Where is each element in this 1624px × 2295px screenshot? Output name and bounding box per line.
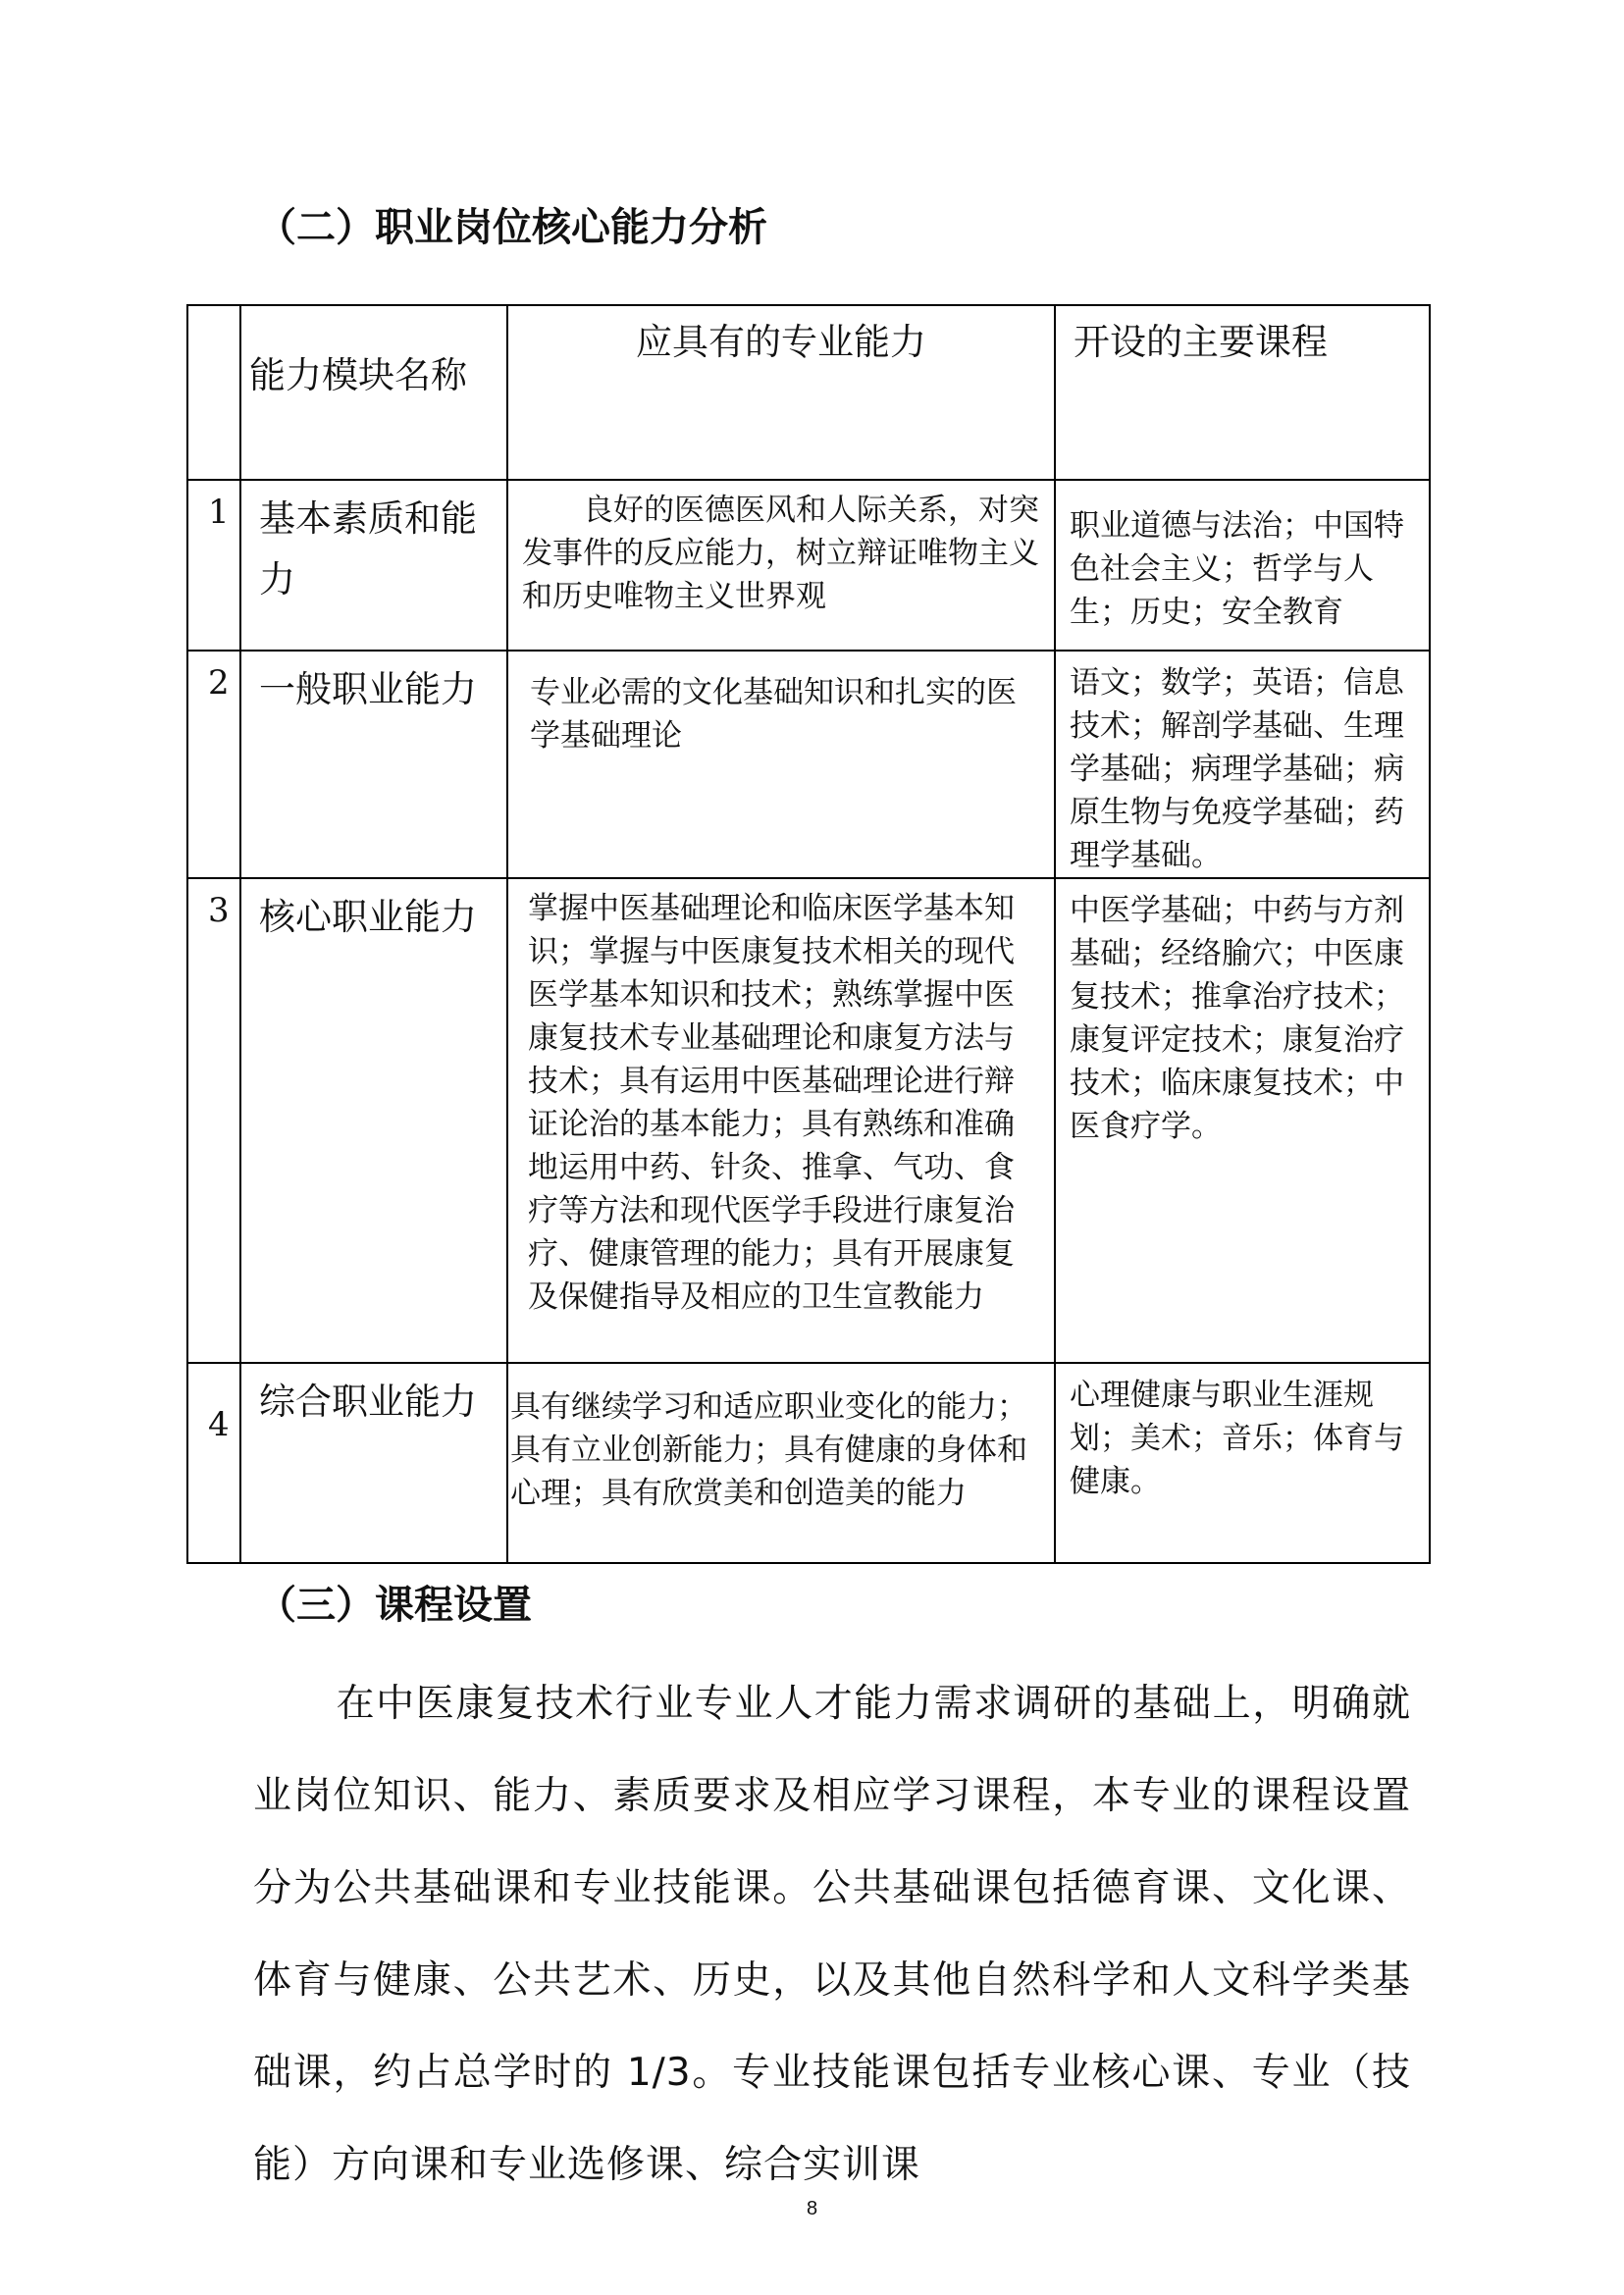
- core-ability-table: [186, 304, 1431, 1564]
- module-name: 一般职业能力: [240, 651, 507, 878]
- ability-text: [507, 480, 1055, 651]
- row-number: 3: [187, 878, 240, 1363]
- ability-text: 专业必需的文化基础知识和扎实的医学基础理论: [507, 651, 1055, 878]
- table-header-row: [187, 305, 1430, 480]
- table-row: [187, 651, 1430, 878]
- ability-text-content: 良好的医德医风和人际关系，对突发事件的反应能力，树立辩证唯物主义和历史唯物主义世界观: [522, 493, 1039, 614]
- module-name: 综合职业能力: [240, 1363, 507, 1563]
- course-list: 心理健康与职业生涯规划；美术；音乐；体育与健康。: [1055, 1363, 1430, 1563]
- table-row: [187, 878, 1430, 1363]
- module-name: 基本素质和能力: [240, 480, 507, 651]
- module-name: 核心职业能力: [240, 878, 507, 1363]
- course-setup-paragraph-text: 在中医康复技术行业专业人才能力需求调研的基础上，明确就业岗位知识、能力、素质要求及相应学习课程，本专业的课程设置分为公共基础课和专业技能课。公共基础课包括德育课、文化课、体育与健康、公共艺术、历史，以及其他自然科学和人文科学类基础课，约占总学时的 1/3。专业技能课包括专业核心课、专业（技能）方向课和专业选修课、综合实训课: [253, 1682, 1411, 2187]
- course-list: 语文；数学；英语；信息技术；解剖学基础、生理学基础；病理学基础；病原生物与免疫学基础；药理学基础。: [1055, 651, 1430, 878]
- row-number: 2: [187, 651, 240, 878]
- header-courses: 开设的主要课程: [1055, 305, 1430, 480]
- table-row: [187, 480, 1430, 651]
- row-number: 4: [187, 1363, 240, 1563]
- course-setup-paragraph: [253, 1658, 1411, 2212]
- header-num-cell: [187, 305, 240, 480]
- course-list: 职业道德与法治；中国特色社会主义；哲学与人生；历史；安全教育: [1055, 480, 1430, 651]
- header-ability: 应具有的专业能力: [507, 305, 1055, 480]
- section-3-heading: （三）课程设置: [257, 1583, 532, 1628]
- course-list: 中医学基础；中药与方剂基础；经络腧穴；中医康复技术；推拿治疗技术；康复评定技术；康复治疗技术；临床康复技术；中医食疗学。: [1055, 878, 1430, 1363]
- header-module-name: 能力模块名称: [240, 305, 507, 480]
- section-2-heading: （二）职业岗位核心能力分析: [257, 205, 767, 250]
- ability-text: 掌握中医基础理论和临床医学基本知识；掌握与中医康复技术相关的现代医学基本知识和技术；熟练掌握中医康复技术专业基础理论和康复方法与技术；具有运用中医基础理论进行辩证论治的基本能力；具有熟练和准确地运用中药、针灸、推拿、气功、食疗等方法和现代医学手段进行康复治疗、健康管理的能力；具有开展康复及保健指导及相应的卫生宣教能力: [507, 878, 1055, 1363]
- table-row: [187, 1363, 1430, 1563]
- row-number: 1: [187, 480, 240, 651]
- ability-text: 具有继续学习和适应职业变化的能力；具有立业创新能力；具有健康的身体和心理；具有欣赏美和创造美的能力: [507, 1363, 1055, 1563]
- page-number: 8: [806, 2198, 818, 2219]
